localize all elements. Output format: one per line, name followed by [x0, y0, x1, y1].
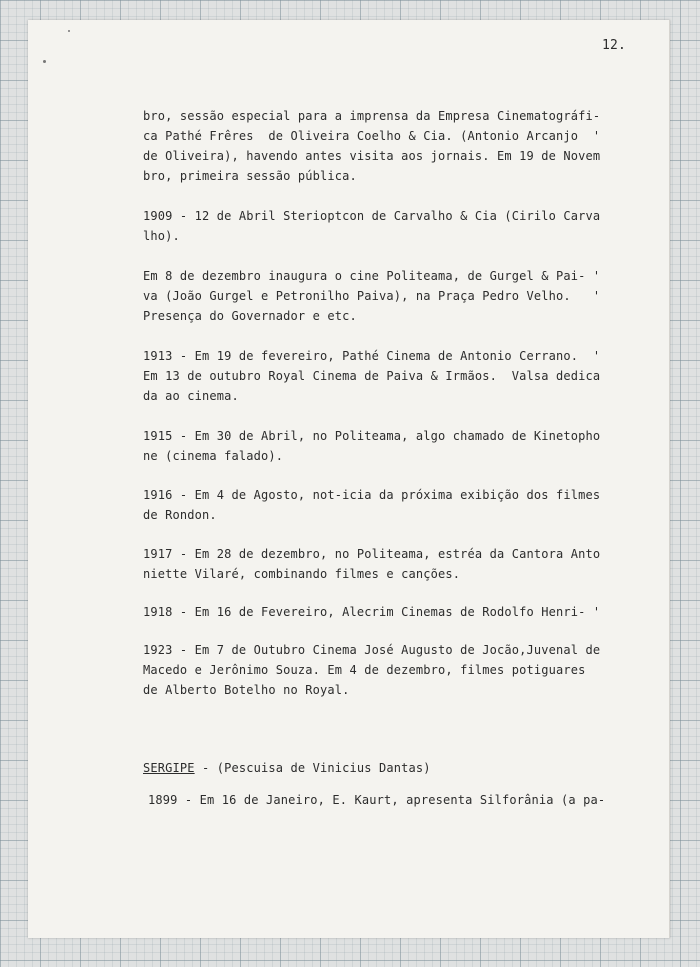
text-line: 1923 - Em 7 de Outubro Cinema José Augusto de Jocão,Juvenal de	[143, 643, 601, 657]
section-heading-subtitle: - (Pescuisa de Vinicius Dantas)	[194, 761, 431, 775]
typewritten-page	[28, 20, 670, 938]
text-line: ca Pathé Frêres de Oliveira Coelho & Cia. (Antonio Arcanjo '	[143, 129, 601, 143]
text-line: 1916 - Em 4 de Agosto, not-icia da próxima exibição dos filmes	[143, 488, 601, 502]
text-line: va (João Gurgel e Petronilho Paiva), na Praça Pedro Velho. '	[143, 289, 601, 303]
section-heading	[143, 758, 431, 778]
text-line: 1899 - Em 16 de Janeiro, E. Kaurt, apresenta Silforânia (a pa-	[148, 793, 606, 807]
text-line: de Oliveira), havendo antes visita aos jornais. Em 19 de Novem	[143, 149, 601, 163]
text-line: ne (cinema falado).	[143, 449, 284, 463]
text-line: da ao cinema.	[143, 389, 239, 403]
text-line: Presença do Governador e etc.	[143, 309, 357, 323]
paper-mark	[68, 30, 70, 32]
paper-mark	[43, 60, 46, 63]
text-line: de Rondon.	[143, 508, 217, 522]
text-line: de Alberto Botelho no Royal.	[143, 683, 350, 697]
text-line: bro, primeira sessão pública.	[143, 169, 357, 183]
section-heading-title: SERGIPE	[143, 761, 195, 775]
text-line: 1909 - 12 de Abril Sterioptcon de Carvalho & Cia (Cirilo Carva	[143, 209, 601, 223]
text-line: niette Vilaré, combinando filmes e canções.	[143, 567, 461, 581]
text-line: lho).	[143, 229, 180, 243]
text-line: Em 8 de dezembro inaugura o cine Politeama, de Gurgel & Pai- '	[143, 269, 601, 283]
text-line: 1913 - Em 19 de fevereiro, Pathé Cinema de Antonio Cerrano. '	[143, 349, 601, 363]
text-line: Macedo e Jerônimo Souza. Em 4 de dezembro, filmes potiguares	[143, 663, 586, 677]
text-line: bro, sessão especial para a imprensa da Empresa Cinematográfi-	[143, 109, 601, 123]
text-line: Em 13 de outubro Royal Cinema de Paiva & Irmãos. Valsa dedica	[143, 369, 601, 383]
page-number: 12.	[602, 38, 626, 53]
text-line: 1917 - Em 28 de dezembro, no Politeama, estréa da Cantora Anto	[143, 547, 601, 561]
text-line: 1918 - Em 16 de Fevereiro, Alecrim Cinemas de Rodolfo Henri- '	[143, 605, 601, 619]
text-line: 1915 - Em 30 de Abril, no Politeama, algo chamado de Kinetopho	[143, 429, 601, 443]
